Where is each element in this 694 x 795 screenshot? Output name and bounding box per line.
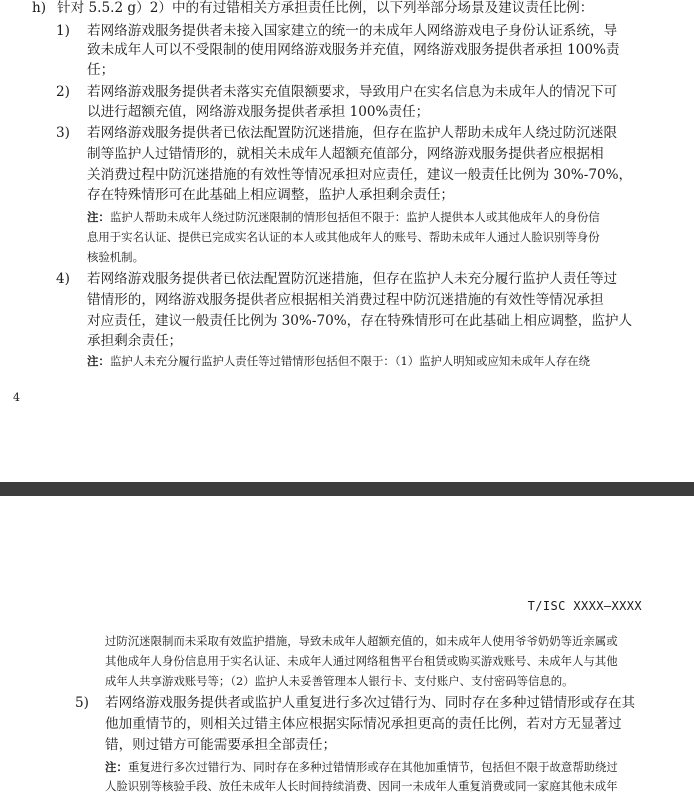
- item-3-line: 制等监护人过错情形的，就相关未成年人超额充值部分，网络游戏服务提供者应根据相: [87, 146, 604, 162]
- item-4-line: 若网络游戏服务提供者已依法配置防沉迷措施，但存在监护人未充分履行监护人责任等过: [87, 271, 618, 287]
- item-1-line: 致未成年人可以不受限制的使用网络游戏服务并充值，网络游戏服务提供者承担 100%责: [87, 42, 620, 58]
- item-4-line: 承担剩余责任；: [87, 333, 183, 349]
- item-2-line: 以进行超额充值，网络游戏服务提供者承担 100%责任；: [87, 104, 430, 120]
- item-3-line: 关消费过程中防沉迷措施的有效性等情况承担对应责任，建议一般责任比例为 30%-70%，: [87, 167, 633, 183]
- note-label: 注：: [87, 354, 110, 368]
- item-1-line: 任；: [87, 62, 115, 78]
- item-4-line: 对应责任，建议一般责任比例为 30%-70%，存在特殊情形可在此基础上相应调整，监护人: [87, 313, 633, 329]
- item-4-number: 4): [56, 271, 70, 287]
- page-separator: [0, 482, 694, 496]
- item-3-line: 存在特殊情形可在此基础上相应调整，监护人承担剩余责任；: [87, 187, 455, 203]
- note-line: 监护人未充分履行监护人责任等过错情形包括但不限于：（1）监护人明知或应知未成年人存在绕: [110, 354, 590, 368]
- item-3-line: 若网络游戏服务提供者已依法配置防沉迷措施，但存在监护人帮助未成年人绕过防沉迷限: [87, 125, 618, 141]
- note-label: 注：: [87, 210, 110, 224]
- continued-note-line: 过防沉迷限制而未采取有效监护措施，导致未成年人超额充值的，如未成年人使用爷爷奶奶等近亲属或: [105, 634, 618, 648]
- item-5-line: 若网络游戏服务提供者或监护人重复进行多次过错行为、同时存在多种过错情形或存在其: [105, 695, 636, 711]
- item-5-line: 错，则过错方可能需要承担全部责任；: [105, 737, 337, 753]
- note-label: 注：: [105, 760, 128, 774]
- note-line: 核验机制。: [87, 250, 144, 264]
- page-number: 4: [13, 391, 20, 404]
- item-3-number: 3): [56, 125, 70, 141]
- note-line: 重复进行多次过错行为、同时存在多种过错情形或存在其他加重情节，包括但不限于故意帮助绕过: [128, 760, 618, 774]
- item-h-text: 针对 5.5.2 g）2）中的有过错相关方承担责任比例，以下列举部分场景及建议责任比例：: [57, 0, 594, 16]
- document-number-header: T/ISC XXXX—XXXX: [527, 599, 642, 613]
- continued-note-line: 其他成年人身份信息用于实名认证、未成年人通过网络租售平台租赁或购买游戏账号、未成年人与其他: [105, 654, 618, 668]
- note-line: 人脸识别等核验手段、放任未成年人长时间持续消费、因同一未成年人重复消费或同一家庭其他未成年: [105, 779, 618, 793]
- item-5-number: 5): [75, 695, 89, 711]
- document-page-2: [0, 496, 694, 794]
- item-2-line: 若网络游戏服务提供者未落实充值限额要求，导致用户在实名信息为未成年人的情况下可: [87, 84, 618, 100]
- item-h-label: h): [32, 0, 47, 16]
- item-1-number: 1): [56, 23, 70, 39]
- continued-note-line: 成年人共享游戏账号等；（2）监护人未妥善管理本人银行卡、支付账户、支付密码等信息的。: [105, 674, 574, 688]
- item-2-number: 2): [56, 84, 70, 100]
- item-1-line: 若网络游戏服务提供者未接入国家建立的统一的未成年人网络游戏电子身份认证系统，导: [87, 23, 618, 39]
- item-5-line: 他加重情节的，则相关过错主体应根据实际情况承担更高的责任比例，若对方无显著过: [105, 716, 622, 732]
- note-line: 监护人帮助未成年人绕过防沉迷限制的情形包括但不限于：监护人提供本人或其他成年人的身份信: [110, 210, 600, 224]
- item-4-line: 错情形的，网络游戏服务提供者应根据相关消费过程中防沉迷措施的有效性等情况承担: [87, 292, 604, 308]
- note-line: 息用于实名认证、提供已完成实名认证的本人或其他成年人的账号、帮助未成年人通过人脸识别等身份: [87, 230, 600, 244]
